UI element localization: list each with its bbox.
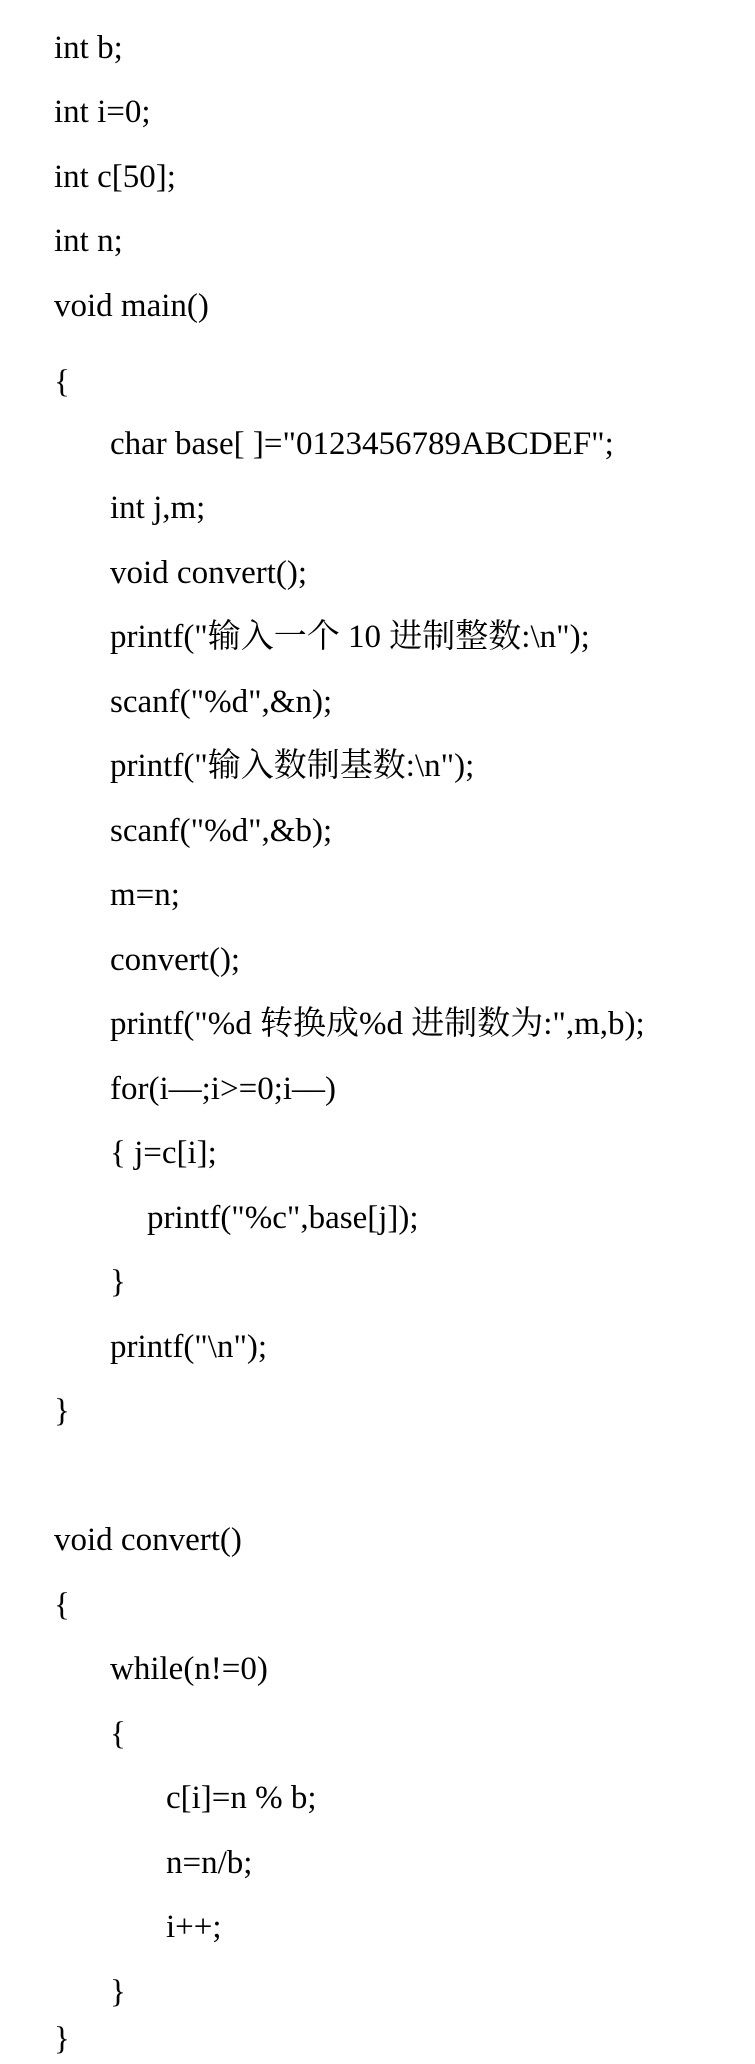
code-line: { [110, 1716, 126, 1752]
code-line: printf("输入数制基数:\n"); [110, 748, 475, 784]
code-line: for(i––;i>=0;i––) [110, 1071, 337, 1107]
code-line: void convert(); [110, 555, 308, 591]
code-line: printf("输入一个 10 进制整数:\n"); [110, 619, 590, 655]
code-line: convert(); [110, 942, 241, 978]
code-line: } [54, 2021, 70, 2057]
code-line: { [54, 364, 70, 400]
code-line: int j,m; [110, 490, 206, 526]
code-line: printf("%d 转换成%d 进制数为:",m,b); [110, 1006, 645, 1042]
code-line: } [54, 1393, 70, 1429]
code-line: while(n!=0) [110, 1651, 268, 1687]
code-line: int i=0; [54, 94, 151, 130]
code-line: n=n/b; [166, 1845, 253, 1881]
code-line: int b; [54, 30, 123, 66]
code-line: printf("%c",base[j]); [147, 1200, 419, 1236]
code-line: printf("\n"); [110, 1329, 268, 1365]
code-line: } [110, 1974, 126, 2010]
code-line: void convert() [54, 1522, 242, 1558]
code-line: i++; [166, 1909, 222, 1945]
code-line: void main() [54, 288, 209, 324]
code-line: char base[ ]="0123456789ABCDEF"; [110, 426, 614, 462]
code-line: int n; [54, 223, 123, 259]
code-line: c[i]=n % b; [166, 1780, 317, 1816]
code-line: { j=c[i]; [110, 1135, 217, 1171]
code-line: int c[50]; [54, 159, 176, 195]
code-line: } [110, 1264, 126, 1300]
code-line: m=n; [110, 877, 180, 913]
code-line: scanf("%d",&b); [110, 813, 333, 849]
code-line: scanf("%d",&n); [110, 684, 333, 720]
code-line: { [54, 1587, 70, 1623]
